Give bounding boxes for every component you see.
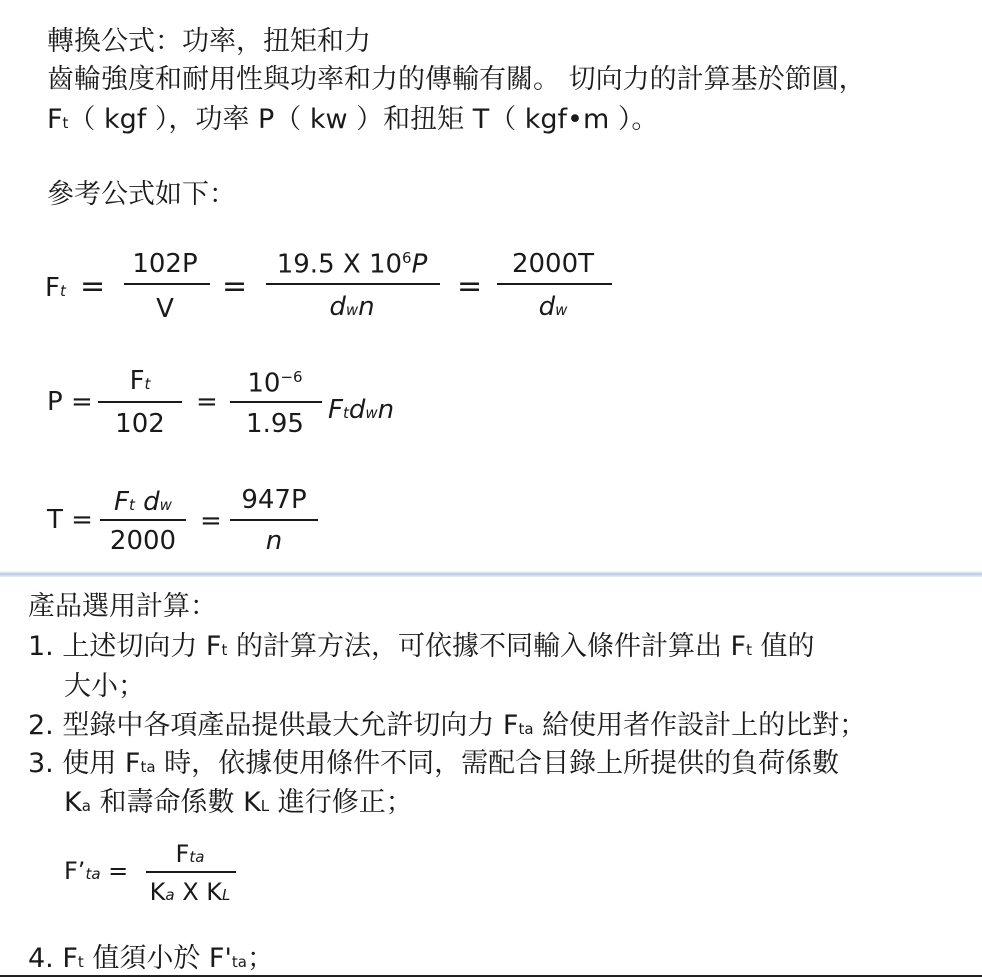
formula2-frac1-denominator: 102 <box>115 409 165 439</box>
formula4-numerator: Fta <box>175 840 205 868</box>
formula1-frac3-numerator: 2000T <box>511 249 595 279</box>
formula2-frac1-bar <box>98 401 182 403</box>
formula1-frac2-bar <box>266 283 440 285</box>
formula3-frac2-numerator: 947P <box>241 485 307 515</box>
formula1-frac3-bar <box>497 283 612 285</box>
intro-paragraph-line3: Ft（ kgf ），功率 P（ kw ）和扭矩 T（ kgf•m ）。 <box>47 104 659 135</box>
formula3-frac1-bar <box>100 519 186 521</box>
formula1-frac1-bar <box>124 283 210 285</box>
formula1-eq2: = <box>222 269 248 304</box>
formula2-frac2-denominator: 1.95 <box>246 409 304 439</box>
section-divider <box>0 571 982 577</box>
formula3-lhs: T = <box>47 505 93 535</box>
intro-heading: 轉換公式：功率，扭矩和力 <box>47 26 371 57</box>
formula1-frac1-numerator: 102P <box>132 249 198 279</box>
formula1-frac2-denominator: dwn <box>329 292 375 322</box>
formula1-frac3-denominator: dw <box>538 292 568 322</box>
formula2-tail: Ftdwn <box>328 395 395 425</box>
formula1-eq3: = <box>457 269 483 304</box>
bottom-rule <box>0 975 982 977</box>
selection-item-2: 2. 型錄中各項產品提供最大允許切向力 Fta 給使用者作設計上的比對； <box>28 710 867 741</box>
formula1-lhs: Ft <box>45 273 66 303</box>
selection-item-3: 3. 使用 Fta 時，依據使用條件不同，需配合目錄上所提供的負荷係數 <box>28 748 840 779</box>
formula3-frac2-denominator: n <box>265 526 283 556</box>
selection-item-1: 1. 上述切向力 Ft 的計算方法，可依據不同輸入條件計算出 Ft 值的 <box>28 631 815 662</box>
formula2-frac2-bar <box>230 401 322 403</box>
intro-paragraph-line2: 齒輪強度和耐用性與功率和力的傳輸有關。 切向力的計算基於節圓， <box>47 64 866 95</box>
selection-item-3-continued: Ka 和壽命係數 KL 進行修正； <box>64 787 413 818</box>
formula3-frac1-numerator: Ft dw <box>114 487 172 517</box>
formula2-eq: = <box>196 387 218 417</box>
formula3-frac2-bar <box>230 519 318 521</box>
formula-heading: 參考公式如下： <box>47 179 236 210</box>
selection-item-1-continued: 大小； <box>64 671 145 702</box>
formula4-bar <box>146 871 236 873</box>
formula2-frac1-numerator: Ft <box>129 366 151 396</box>
formula1-eq1: = <box>80 269 106 304</box>
formula2-frac2-numerator: $10^{-6}$ <box>247 368 303 399</box>
formula3-eq: = <box>200 506 222 536</box>
selection-item-4: 4. Ft 值須小於 F'ta； <box>28 943 274 974</box>
formula1-frac2-numerator: 19.5 X $10^6P$ <box>276 249 428 280</box>
formula4-lhs: F’ta = <box>64 857 129 885</box>
formula3-frac1-denominator: 2000 <box>109 526 177 556</box>
selection-heading: 產品選用計算： <box>28 591 217 622</box>
formula1-frac1-denominator: V <box>156 294 174 324</box>
formula2-lhs: P = <box>47 387 93 417</box>
formula4-denominator: Ka X KL <box>149 878 231 906</box>
